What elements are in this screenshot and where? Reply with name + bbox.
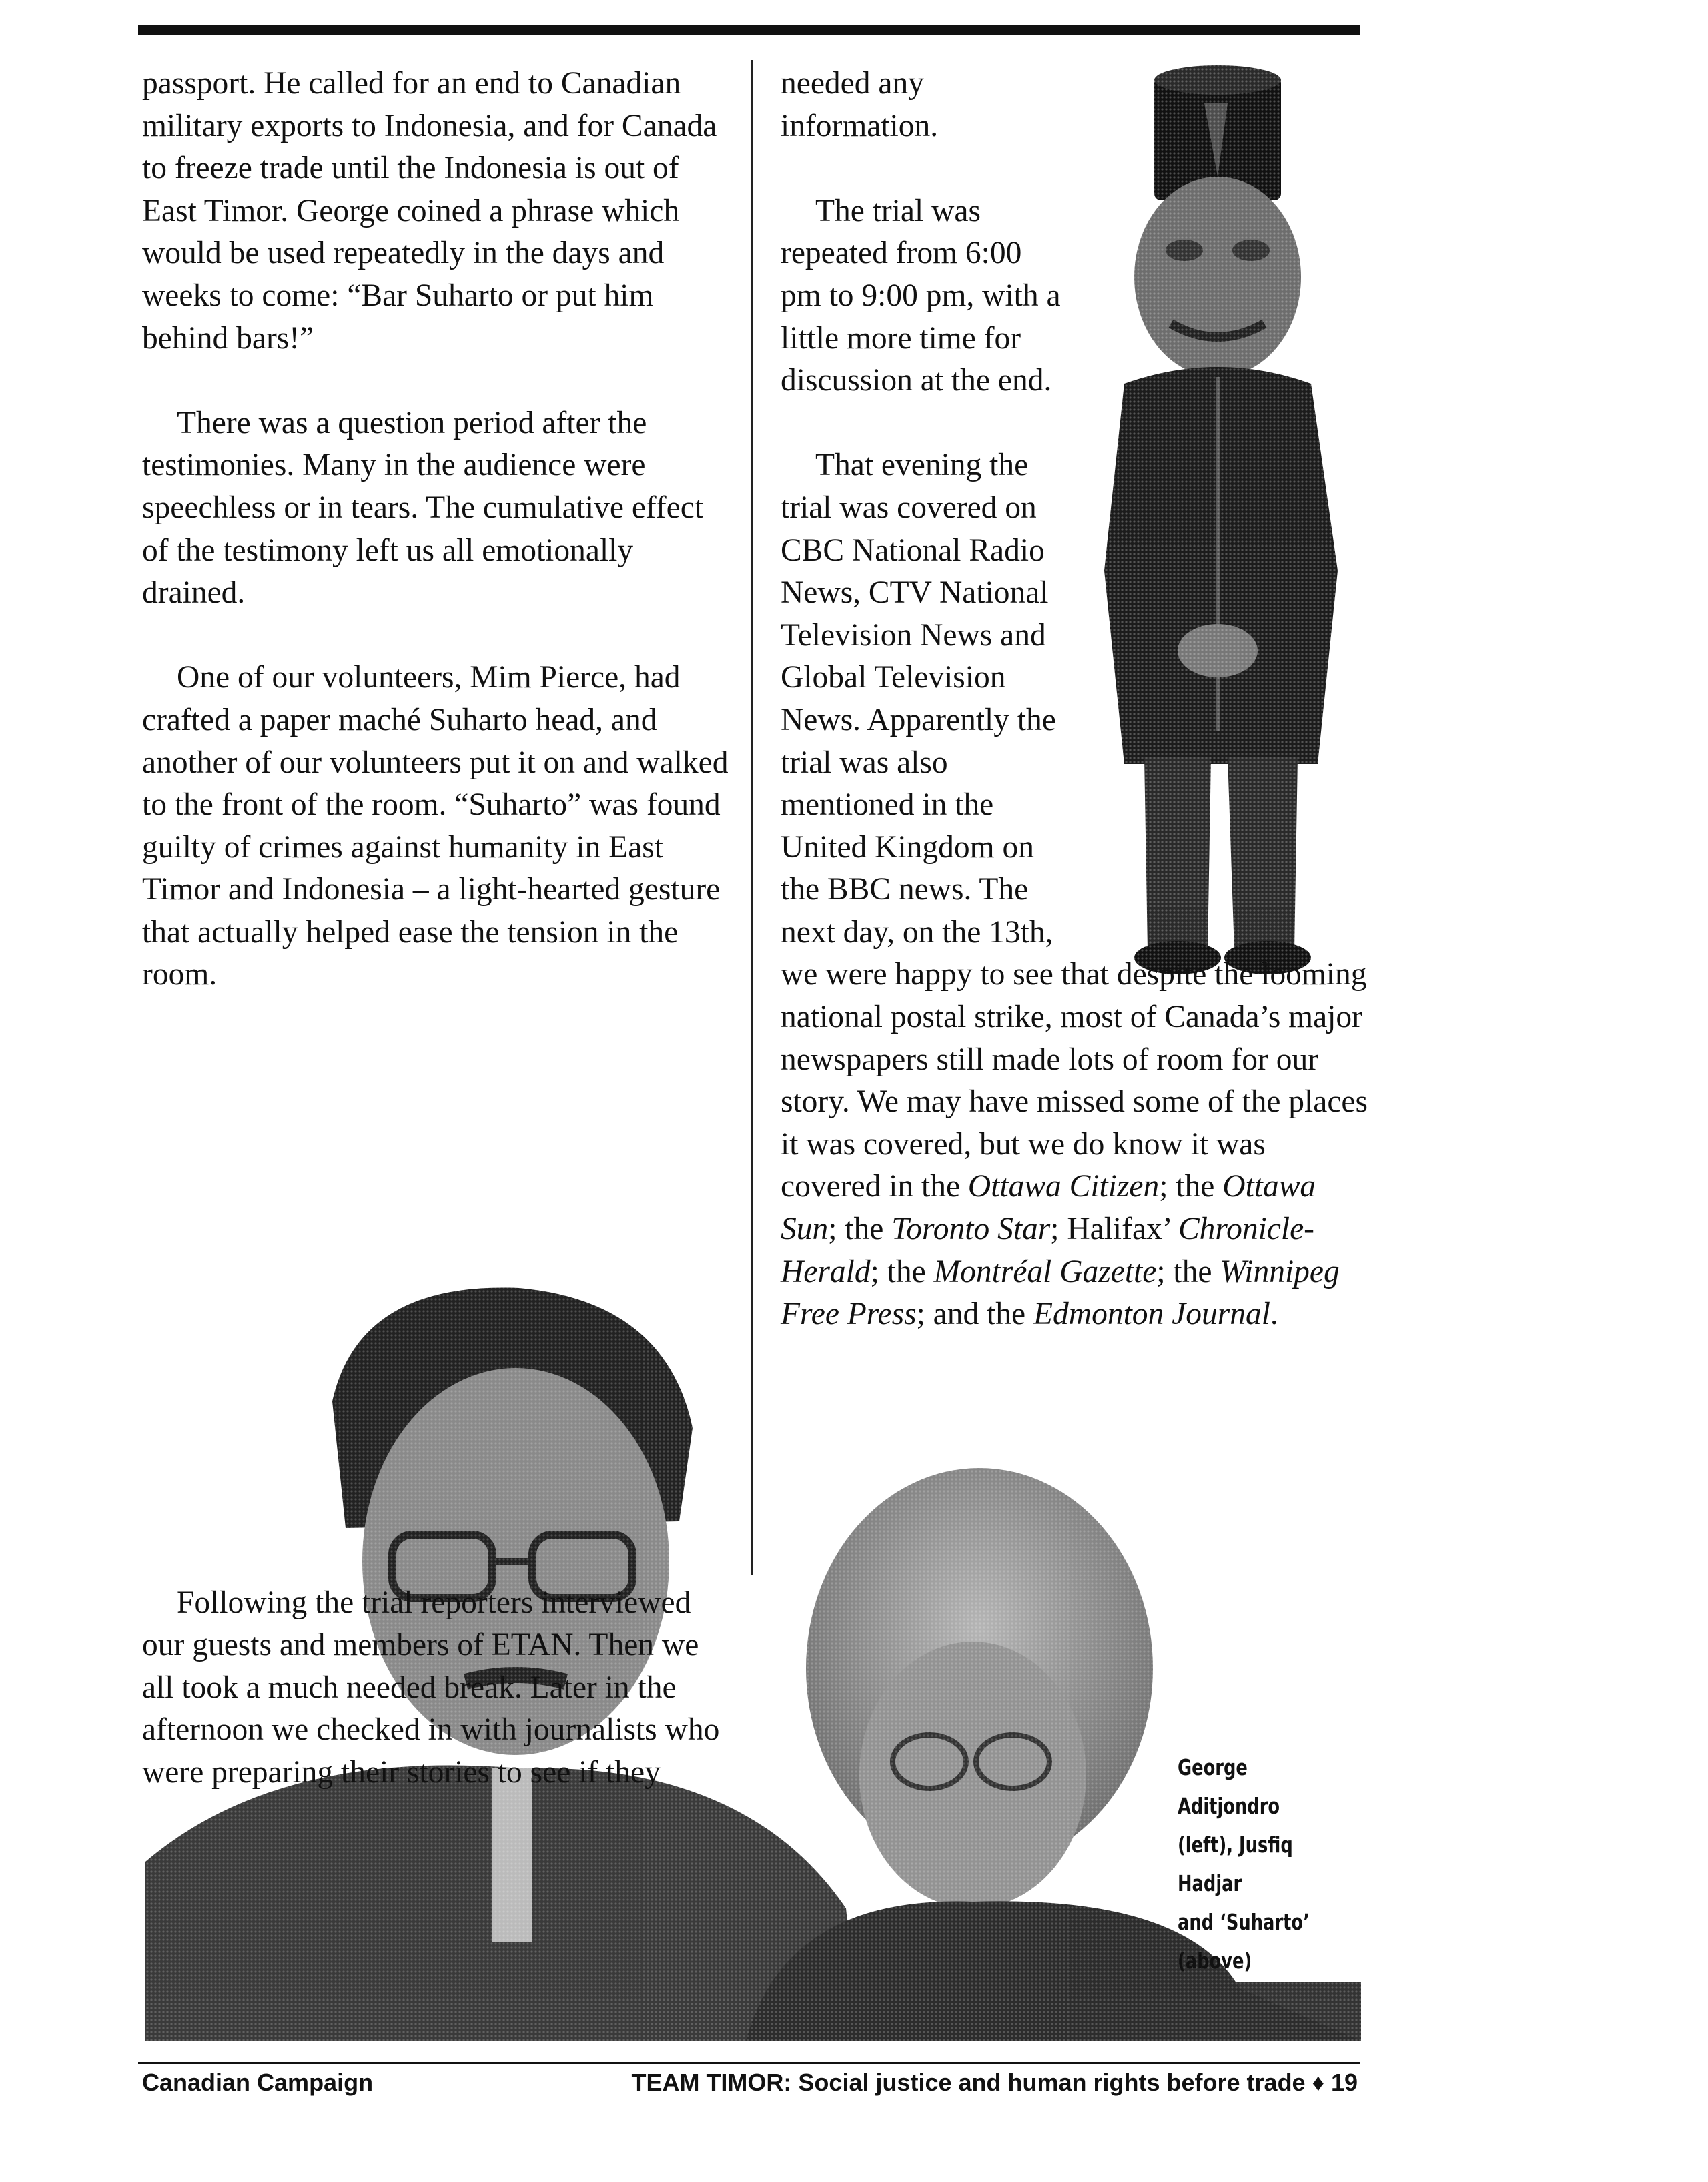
right-paragraph-2: The trial was repeated from 6:00 pm to 9:00 pm, with a little more time for discussion at the end. bbox=[781, 193, 1061, 398]
left-paragraph-2: There was a question period after the testimonies. Many in the audience were speechless or in tears. The cumulative effect of the testimony left us all emotionally drained. bbox=[142, 405, 704, 611]
paper-ottawa-citizen: Ottawa Citizen bbox=[967, 1169, 1160, 1204]
paper-toronto-star: Toronto Star bbox=[891, 1212, 1051, 1247]
caption-line-3: and ‘Suharto’ (above) bbox=[1178, 1909, 1310, 1974]
paper-chronicle-herald: Chronicle-Herald bbox=[781, 1212, 1314, 1289]
footer-section-name: Canadian Campaign bbox=[142, 2069, 374, 2096]
column-divider bbox=[751, 60, 753, 1575]
top-rule bbox=[138, 25, 1360, 35]
paper-winnipeg-free-press: Winnipeg Free Press bbox=[781, 1254, 1340, 1332]
paper-montreal-gazette: Montréal Gazette bbox=[933, 1254, 1157, 1289]
paper-ottawa-sun: Ottawa Sun bbox=[781, 1169, 1316, 1247]
left-paragraph-4: Following the trial reporters interviewed our guests and members of ETAN. Then we all took a much needed break. Later in the afternoon we checked in with journalists who were preparing their stories to see if they bbox=[142, 1039, 729, 1794]
caption-line-2: (left), Jusfiq Hadjar bbox=[1178, 1832, 1293, 1896]
photo-caption bbox=[1178, 1748, 1328, 1980]
left-column bbox=[142, 63, 729, 1794]
footer-rule bbox=[138, 2062, 1360, 2064]
right-column bbox=[781, 63, 1368, 1336]
footer-publication-page: TEAM TIMOR: Social justice and human rights before trade ♦ 19 bbox=[631, 2069, 1358, 2096]
caption-line-1: George Aditjondro bbox=[1178, 1754, 1280, 1819]
left-paragraph-3: One of our volunteers, Mim Pierce, had crafted a paper maché Suharto head, and another of our volunteers put it on and walked to the front of the room. “Suharto” was found guilty of crimes against humanity in East Timor and Indonesia – a light-hearted gesture that actually helped ease the tension in the room. bbox=[142, 660, 729, 992]
photo-wrap-space bbox=[282, 1208, 729, 1582]
left-paragraph-1: passport. He called for an end to Canadian military exports to Indonesia, and for Canada to freeze trade until the Indonesia is out of East Timor. George coined a phrase which would be used repeatedly in the days and weeks to come: “Bar Suharto or put him behind bars!” bbox=[142, 66, 717, 356]
right-paragraph-1: needed any information. bbox=[781, 66, 939, 143]
photo-wrap-space-right bbox=[1061, 63, 1368, 924]
right-paragraph-3: That evening the trial was covered on CBC National Radio News, CTV National Television News and Global Television News. Apparently the trial was also mentioned in the United Kingdom on the BBC news. The next day, on the 13th, we were happy to see that despite the looming national postal strike, most of Canada’s major newspapers still made lots of room for our story. We may have missed some of the places it was covered, but we do know it was covered in the Ottawa Citizen; the Ottawa Sun; the Toronto Star; Halifax’ Chronicle-Herald; the Montréal Gazette; the Winnipeg Free Press; and the Edmonton Journal. bbox=[781, 448, 1368, 1332]
paper-edmonton-journal: Edmonton Journal bbox=[1033, 1297, 1270, 1332]
